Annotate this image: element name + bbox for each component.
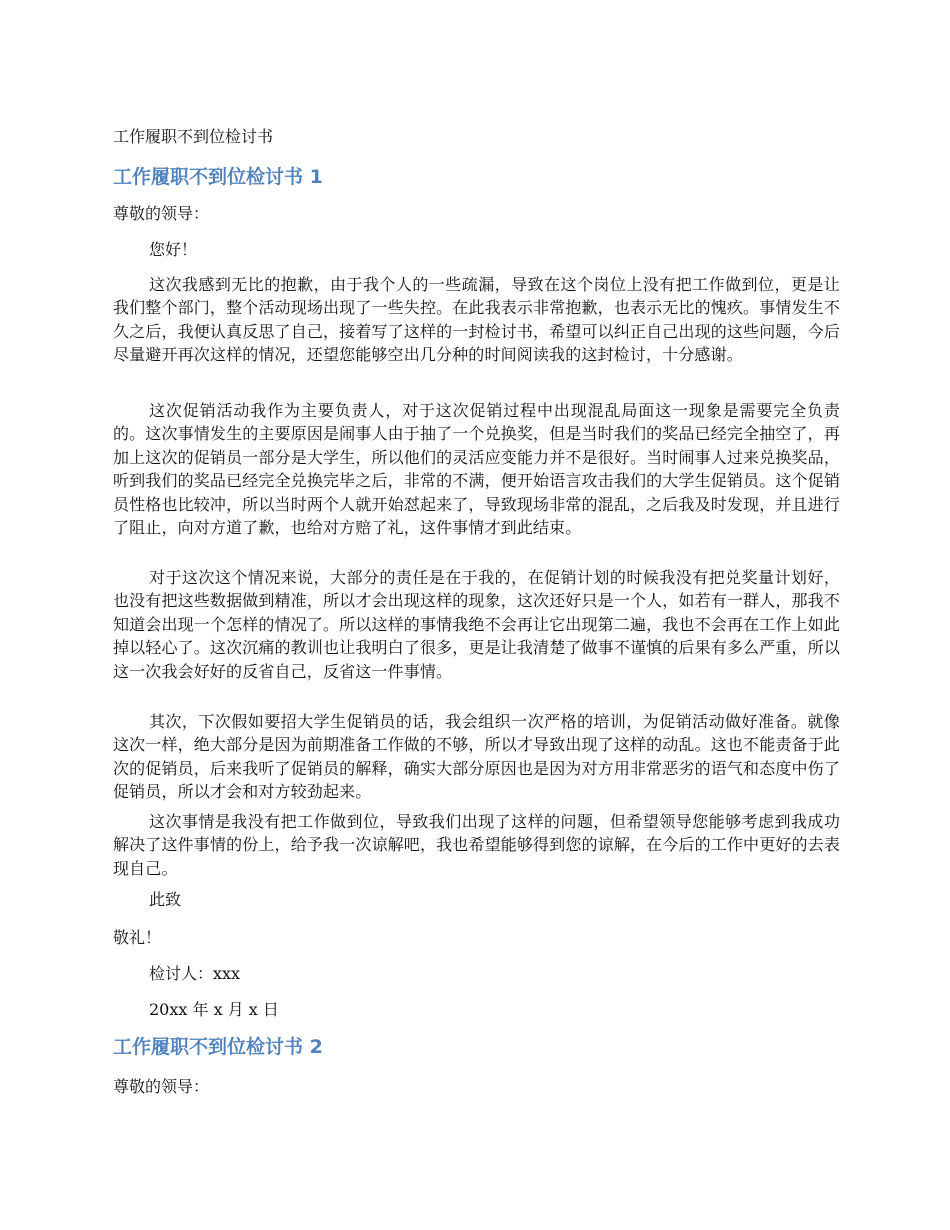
- letter1-paragraph-3: 对于这次这个情况来说，大部分的责任是在于我的，在促销计划的时候我没有把兑奖量计划好，也没有把这些数据做到精准，所以才会出现这样的现象，这次还好只是一个人，如若有一群人，那我不知道会出现一个怎样的情况了。所以这样的事情我绝不会再让它出现第二遍，我也不会再在工作上如此掉以轻心了。这次沉痛的教训也让我明白了很多，更是让我清楚了做事不谨慎的后果有多么严重，所以这一次我会好好的反省自己，反省这一件事情。: [113, 568, 840, 681]
- letter1-signature: 检讨人：xxx: [149, 964, 241, 983]
- letter1-paragraph-1: 这次我感到无比的抱歉，由于我个人的一些疏漏，导致在这个岗位上没有把工作做到位，更是让我们整个部门，整个活动现场出现了一些失控。在此我表示非常抱歉，也表示无比的愧疚。事情发生不久之后，我便认真反思了自己，接着写了这样的一封检讨书，希望可以纠正自己出现的这些问题，今后尽量避开再次这样的情况，还望您能够空出几分种的时间阅读我的这封检讨，十分感谢。: [113, 275, 840, 365]
- letter1-paragraph-4: 其次，下次假如要招大学生促销员的话，我会组织一次严格的培训，为促销活动做好准备。就像这次一样，绝大部分是因为前期准备工作做的不够，所以才导致出现了这样的动乱。这也不能责备于此次的促销员，后来我听了促销员的解释，确实大部分原因也是因为对方用非常恶劣的语气和态度中伤了促销员，所以才会和对方较劲起来。: [113, 712, 840, 802]
- letter1-closing-2: 敬礼！: [113, 928, 162, 947]
- letter1-heading: 工作履职不到位检讨书 1: [113, 166, 323, 188]
- letter1-salutation: 尊敬的领导：: [113, 204, 210, 223]
- letter1-paragraph-5: 这次事情是我没有把工作做到位，导致我们出现了这样的问题，但希望领导您能够考虑到我成功解决了这件事情的份上，给予我一次谅解吧，我也希望能够得到您的谅解，在今后的工作中更好的去表现自己。: [113, 812, 840, 878]
- letter2-heading: 工作履职不到位检讨书 2: [113, 1036, 323, 1058]
- letter1-date: 20xx 年 x 月 x 日: [149, 1000, 279, 1019]
- letter1-closing-1: 此致: [149, 890, 182, 909]
- letter2-salutation: 尊敬的领导：: [113, 1077, 210, 1096]
- letter1-greeting: 您好！: [149, 240, 198, 259]
- document-title: 工作履职不到位检讨书: [113, 127, 274, 146]
- letter1-paragraph-2: 这次促销活动我作为主要负责人，对于这次促销过程中出现混乱局面这一现象是需要完全负责的。这次事情发生的主要原因是闹事人由于抽了一个兑换奖，但是当时我们的奖品已经完全抽空了，再加上这次的促销员一部分是大学生，所以他们的灵活应变能力并不是很好。当时闹事人过来兑换奖品，听到我们的奖品已经完全兑换完毕之后，非常的不满，便开始语言攻击我们的大学生促销员。这个促销员性格也比较冲，所以当时两个人就开始怼起来了，导致现场非常的混乱，之后我及时发现，并且进行了阻止，向对方道了歉，也给对方赔了礼，这件事情才到此结束。: [113, 401, 840, 538]
